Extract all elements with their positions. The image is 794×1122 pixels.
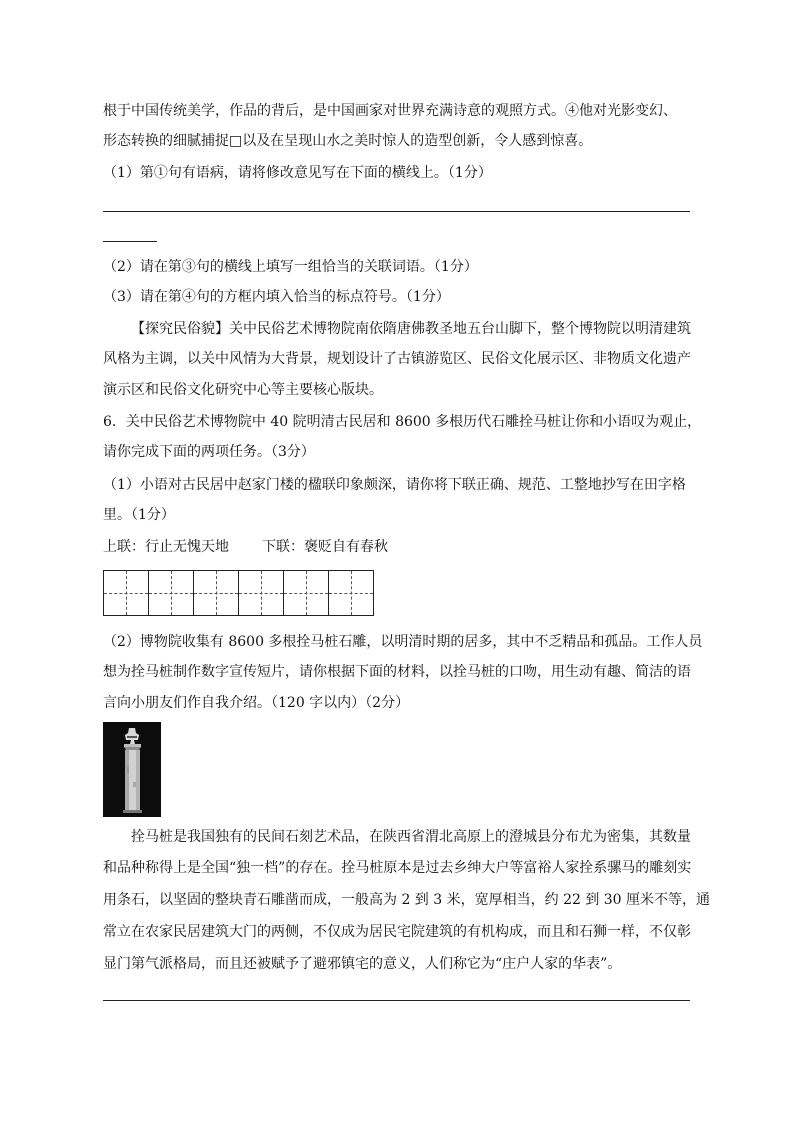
section-heading-text: 【探究民俗貌】关中民俗艺术博物院南依隋唐佛教圣地五台山脚下，整个博物院以明清建筑: [131, 321, 691, 337]
couplet-upper: 上联：行止无愧天地: [103, 539, 229, 555]
text-line: 演示区和民俗文化研究中心等主要核心版块。: [103, 382, 383, 398]
question-3: （3）请在第④句的方框内填入恰当的标点符号。（1分）: [103, 289, 450, 305]
grid-cell[interactable]: [328, 570, 374, 616]
question-6-1: （1）小语对古民居中赵家门楼的楹联印象颇深，请你将下联正确、规范、工整地抄写在田字格: [103, 477, 686, 493]
material-text: 显门第气派格局，而且还被赋予了避邪镇宅的意义，人们称它为“庄户人家的华表”。: [103, 956, 622, 972]
text-line: 风格为主调，以关中风情为大背景，规划设计了古镇游览区、民俗文化展示区、非物质文化遗产: [103, 351, 691, 367]
material-text: 拴马桩是我国独有的民间石刻艺术品，在陕西省渭北高原上的澄城县分布尤为密集，其数量: [131, 829, 691, 845]
tianzige-grid[interactable]: [103, 570, 379, 616]
text-line: 形态转换的细腻捕捉□以及在呈现山水之美时惊人的造型创新，令人感到惊喜。: [103, 133, 593, 149]
grid-cell[interactable]: [283, 570, 329, 616]
text-line: 请你完成下面的两项任务。（3分）: [103, 444, 315, 460]
question-6: 6．关中民俗艺术博物院中 40 院明清古民居和 8600 多根历代石雕拴马桩让你和小语叹为观止，: [103, 414, 702, 430]
text-line: 言向小朋友们作自我介绍。（120 字以内）（2分）: [103, 695, 410, 711]
question-2: （2）请在第③句的横线上填写一组恰当的关联词语。（1分）: [103, 259, 478, 275]
hitching-post-icon: [103, 722, 161, 817]
material-text: 用条石，以坚固的整块青石雕凿而成，一般高为 2 到 3 米，宽厚相当，约 22 到 30 厘米不等，通: [103, 892, 711, 908]
material-text: 和品种称得上是全国“独一档”的存在。拴马桩原本是过去乡绅大户等富裕人家拴系骡马的雕刻实: [103, 860, 692, 876]
grid-cell[interactable]: [193, 570, 239, 616]
answer-line[interactable]: [103, 1000, 690, 1001]
text-line: 想为拴马桩制作数字宣传短片，请你根据下面的材料，以拴马桩的口吻，用生动有趣、简洁的语: [103, 664, 691, 680]
hitching-post-photo: [103, 722, 161, 817]
grid-cell[interactable]: [238, 570, 284, 616]
question-1: （1）第①句有语病，请将修改意见写在下面的横线上。（1分）: [103, 165, 492, 181]
text-line: 里。（1分）: [103, 507, 175, 523]
question-6-2: （2）博物院收集有 8600 多根拴马桩石雕，以明清时期的居多，其中不乏精品和孤品。工作人员: [103, 634, 703, 650]
couplet-lower: 下联：褒贬自有春秋: [262, 539, 388, 555]
answer-line[interactable]: [103, 211, 690, 212]
material-text: 常立在农家民居建筑大门的两侧，不仅成为居民宅院建筑的有机构成，而且和石狮一样，不仅彰: [103, 924, 691, 940]
grid-cell[interactable]: [103, 570, 149, 616]
answer-line-end[interactable]: [103, 241, 157, 242]
text-line: 根于中国传统美学，作品的背后，是中国画家对世界充满诗意的观照方式。④他对光影变幻、: [103, 103, 677, 119]
grid-cell[interactable]: [148, 570, 194, 616]
